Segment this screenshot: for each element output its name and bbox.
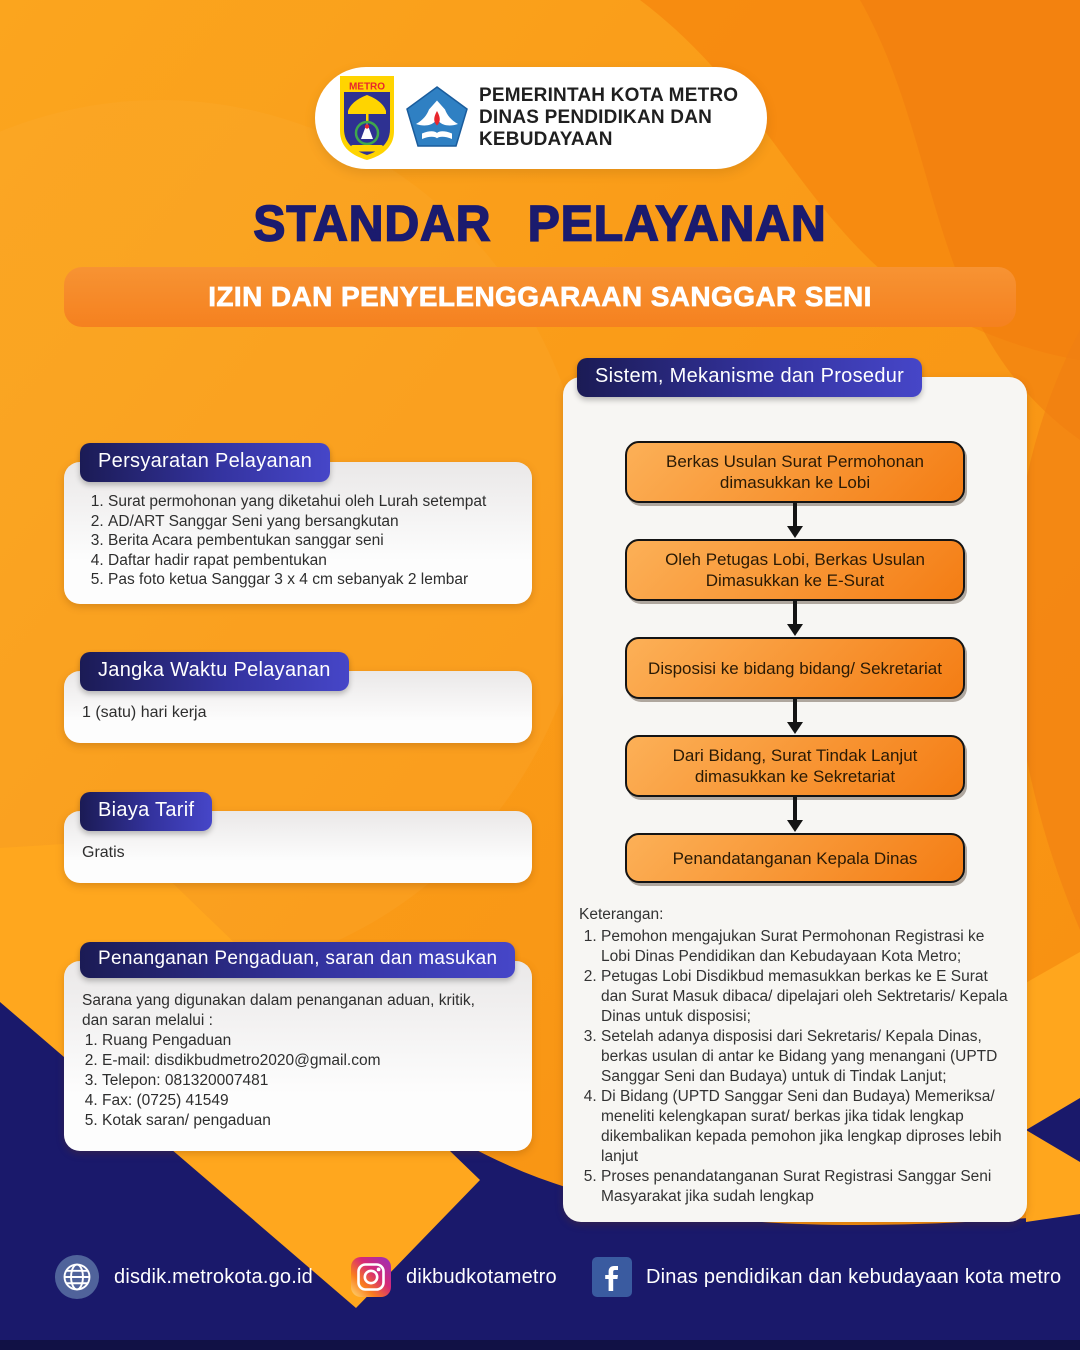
org-line-1: PEMERINTAH KOTA METRO bbox=[479, 84, 739, 106]
list-item: 2. AD/ART Sanggar Seni yang bersangkutan bbox=[108, 512, 520, 532]
section-persyaratan bbox=[64, 450, 532, 604]
org-name bbox=[479, 85, 738, 152]
footer-website[interactable] bbox=[54, 1254, 313, 1300]
footer-facebook[interactable] bbox=[592, 1257, 1061, 1297]
org-line-2: DINAS PENDIDIKAN DAN bbox=[479, 106, 713, 128]
flow-arrow bbox=[793, 699, 797, 735]
list-item: 3. Telepon: 081320007481 bbox=[102, 1071, 502, 1091]
list-item: 1. Surat permohonan yang diketahui oleh Lurah setempat bbox=[108, 492, 520, 512]
page-title: STANDAR PELAYANAN bbox=[253, 196, 827, 253]
metro-city-crest-logo bbox=[339, 75, 395, 161]
keterangan-label: Keterangan: bbox=[579, 906, 664, 923]
section-heading-jangka-waktu: Jangka Waktu Pelayanan bbox=[80, 652, 349, 691]
section-biaya-tarif bbox=[64, 799, 532, 883]
list-item: 2. E-mail: disdikbudmetro2020@gmail.com bbox=[102, 1051, 502, 1071]
footer-instagram[interactable] bbox=[350, 1256, 557, 1298]
flow-arrow bbox=[793, 503, 797, 539]
list-item: 4. Di Bidang (UPTD Sanggar Seni dan Budaya) Memeriksa/ meneliti kelengkapan surat/ berkas jika tidak lengkap dikembalikan kepada pemohon jika lengkap diproses lebih lanjut bbox=[601, 1087, 1011, 1167]
flow-arrow bbox=[793, 797, 797, 833]
list-item: 2. Petugas Lobi Disdikbud memasukkan berkas ke E Surat dan Surat Masuk dibaca/ dipelajari oleh Sektretaris/ Kepala Dinas untuk disposisi; bbox=[601, 967, 1011, 1027]
tut-wuri-handayani-logo bbox=[405, 86, 469, 150]
keterangan-list bbox=[579, 927, 1011, 1207]
instagram-icon bbox=[350, 1256, 392, 1298]
section-prosedur bbox=[563, 365, 1027, 1222]
pengaduan-list bbox=[82, 1031, 502, 1131]
service-name-banner: IZIN DAN PENYELENGGARAAN SANGGAR SENI bbox=[64, 267, 1016, 327]
list-item: 1. Pemohon mengajukan Surat Permohonan Registrasi ke Lobi Dinas Pendidikan dan Kebudayaan Kota Metro; bbox=[601, 927, 1011, 967]
header-banner bbox=[315, 67, 767, 169]
keterangan-block bbox=[563, 883, 1027, 1207]
section-jangka-waktu bbox=[64, 659, 532, 743]
biaya-tarif-value: Gratis bbox=[82, 844, 125, 861]
svg-text:METRO: METRO bbox=[348, 81, 386, 93]
flow-step-2: Oleh Petugas Lobi, Berkas Usulan Dimasukkan ke E-Surat bbox=[625, 539, 965, 601]
section-pengaduan bbox=[64, 948, 532, 1151]
section-heading-prosedur: Sistem, Mekanisme dan Prosedur bbox=[577, 358, 922, 397]
globe-icon bbox=[54, 1254, 100, 1300]
section-heading-biaya-tarif: Biaya Tarif bbox=[80, 792, 212, 831]
pengaduan-intro: Sarana yang digunakan dalam penanganan aduan, kritik, dan saran melalui : bbox=[82, 992, 475, 1029]
flow-step-3: Disposisi ke bidang bidang/ Sekretariat bbox=[625, 637, 965, 699]
section-heading-persyaratan: Persyaratan Pelayanan bbox=[80, 443, 330, 482]
facebook-label: Dinas pendidikan dan kebudayaan kota metro bbox=[646, 1265, 1062, 1288]
website-label: disdik.metrokota.go.id bbox=[114, 1265, 313, 1288]
list-item: 4. Fax: (0725) 41549 bbox=[102, 1091, 502, 1111]
list-item: 3. Setelah adanya disposisi dari Sekretaris/ Kepala Dinas, berkas usulan di antar ke Bidang yang menangani (UPTD Sanggar Seni dan Budaya) untuk di Tindak Lanjut; bbox=[601, 1027, 1011, 1087]
instagram-label: dikbudkotametro bbox=[406, 1265, 557, 1288]
list-item: 1. Ruang Pengaduan bbox=[102, 1031, 502, 1051]
list-item: 3. Berita Acara pembentukan sanggar seni bbox=[108, 531, 520, 551]
list-item: 5. Proses penandatanganan Surat Registrasi Sanggar Seni Masyarakat jika sudah lengkap bbox=[601, 1167, 1011, 1207]
org-line-3: KEBUDAYAAN bbox=[479, 129, 613, 151]
facebook-icon bbox=[592, 1257, 632, 1297]
flow-step-5: Penandatanganan Kepala Dinas bbox=[625, 833, 965, 883]
flow-arrow bbox=[793, 601, 797, 637]
flow-step-4: Dari Bidang, Surat Tindak Lanjut dimasukkan ke Sekretariat bbox=[625, 735, 965, 797]
footer bbox=[0, 1230, 1080, 1350]
section-heading-pengaduan: Penanganan Pengaduan, saran dan masukan bbox=[80, 942, 515, 978]
flow-step-1: Berkas Usulan Surat Permohonan dimasukkan ke Lobi bbox=[625, 441, 965, 503]
procedure-flowchart bbox=[563, 377, 1027, 883]
persyaratan-list bbox=[82, 492, 520, 590]
list-item: 5. Kotak saran/ pengaduan bbox=[102, 1111, 502, 1131]
list-item: 4. Daftar hadir rapat pembentukan bbox=[108, 551, 520, 571]
jangka-waktu-value: 1 (satu) hari kerja bbox=[82, 704, 207, 721]
list-item: 5. Pas foto ketua Sanggar 3 x 4 cm sebanyak 2 lembar bbox=[108, 570, 520, 590]
